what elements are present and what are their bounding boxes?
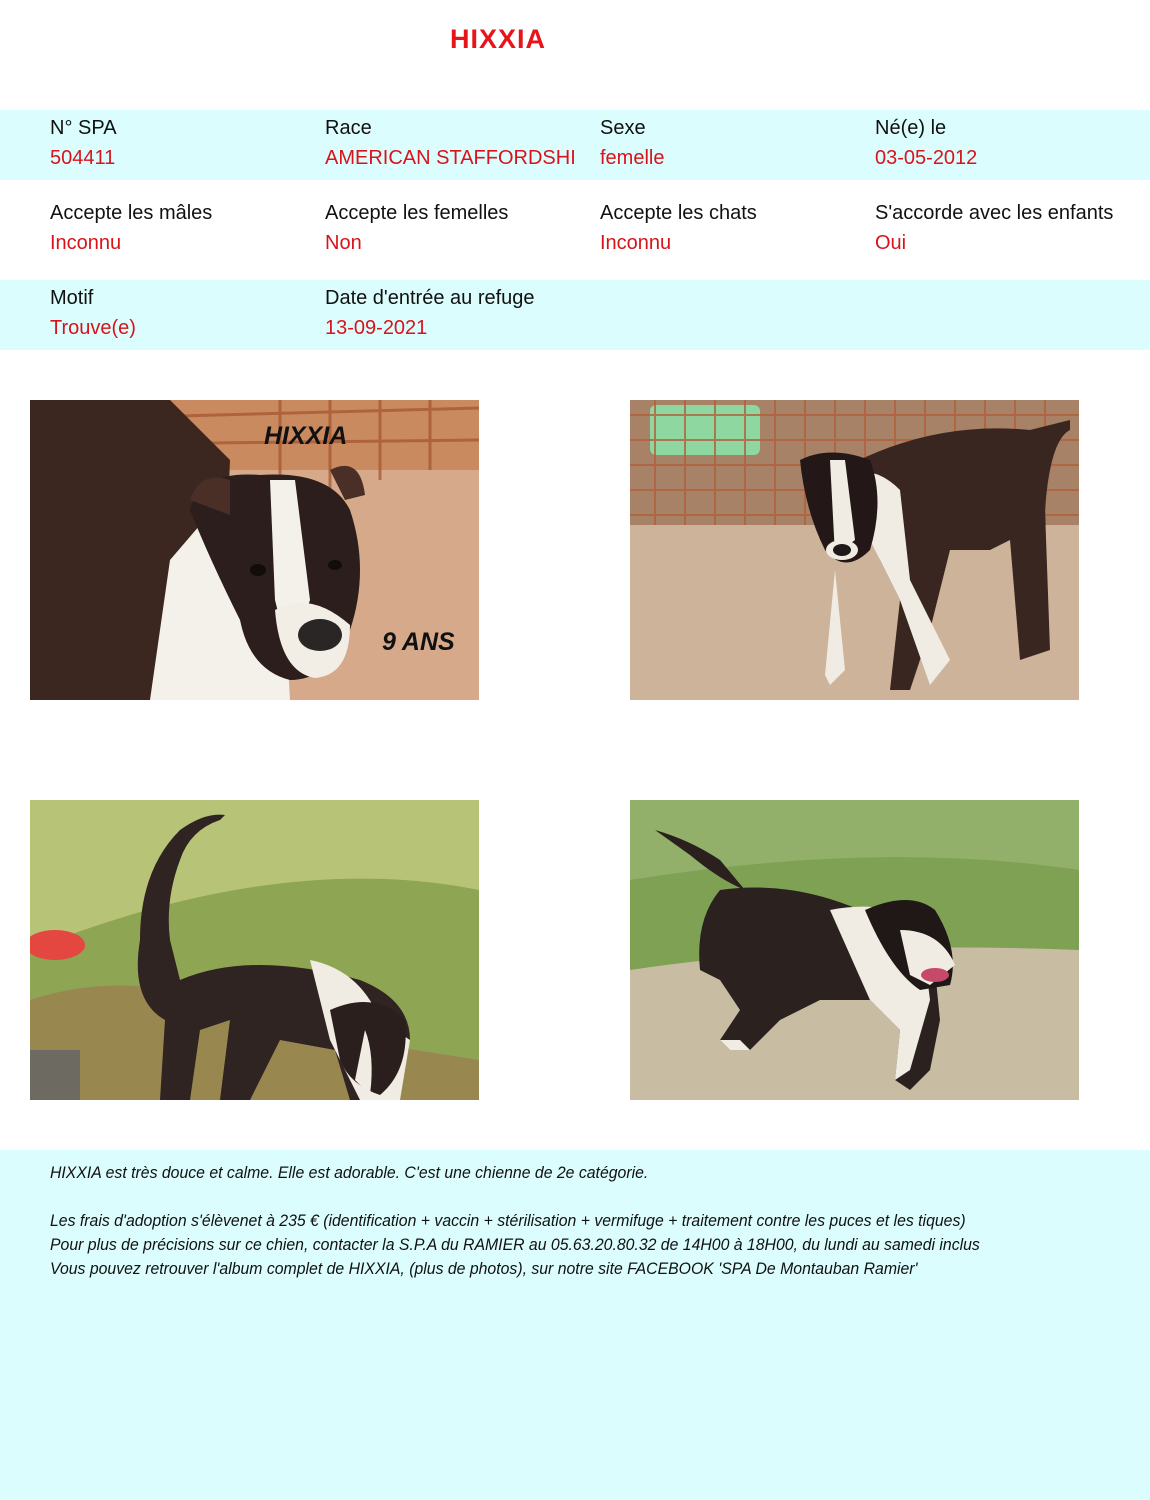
entry-date-label: Date d'entrée au refuge xyxy=(325,287,535,309)
entry-date-value: 13-09-2021 xyxy=(325,317,428,339)
info-band-3 xyxy=(0,280,1150,350)
sex-label: Sexe xyxy=(600,117,646,139)
page-title: HIXXIA xyxy=(450,24,547,54)
description-line-3: Pour plus de précisions sur ce chien, contacter la S.P.A du RAMIER au 05.63.20.80.32 de 14H00 à 18H00, du lundi au samedi inclus xyxy=(50,1235,980,1254)
accepts-males-value: Inconnu xyxy=(50,232,122,254)
accepts-cats-value: Inconnu xyxy=(600,232,672,254)
good-with-children-label: S'accorde avec les enfants xyxy=(875,202,1114,224)
spa-number-value: 504411 xyxy=(50,147,116,169)
dog-photo-2 xyxy=(630,400,1079,700)
accepts-females-label: Accepte les femelles xyxy=(325,202,509,224)
description-line-2: Les frais d'adoption s'élèvenet à 235 € (identification + vaccin + stérilisation + vermifuge + traitement contre les puces et les tiques) xyxy=(50,1211,966,1230)
birthdate-value: 03-05-2012 xyxy=(875,147,978,169)
accepts-females-value: Non xyxy=(325,232,362,254)
photo-caption-name: HIXXIA xyxy=(264,422,348,450)
good-with-children-value: Oui xyxy=(875,232,907,254)
spa-number-label: N° SPA xyxy=(50,117,117,139)
dog-photo-1 xyxy=(30,400,479,700)
reason-label: Motif xyxy=(50,287,94,309)
accepts-cats-label: Accepte les chats xyxy=(600,202,757,224)
accepts-males-label: Accepte les mâles xyxy=(50,202,213,224)
breed-value: AMERICAN STAFFORDSHI xyxy=(325,147,576,169)
sex-value: femelle xyxy=(600,147,665,169)
birthdate-label: Né(e) le xyxy=(875,117,947,139)
description-band xyxy=(0,1150,1150,1500)
photo-caption-age: 9 ANS xyxy=(382,628,455,656)
breed-label: Race xyxy=(325,117,372,139)
description-line-4: Vous pouvez retrouver l'album complet de HIXXIA, (plus de photos), sur notre site FACEBOOK 'SPA De Montauban Ramier' xyxy=(50,1259,918,1278)
dog-photo-3 xyxy=(30,800,479,1100)
reason-value: Trouve(e) xyxy=(50,317,136,339)
dog-photo-4 xyxy=(630,800,1079,1100)
description-line-1: HIXXIA est très douce et calme. Elle est adorable. C'est une chienne de 2e catégorie. xyxy=(50,1163,649,1182)
